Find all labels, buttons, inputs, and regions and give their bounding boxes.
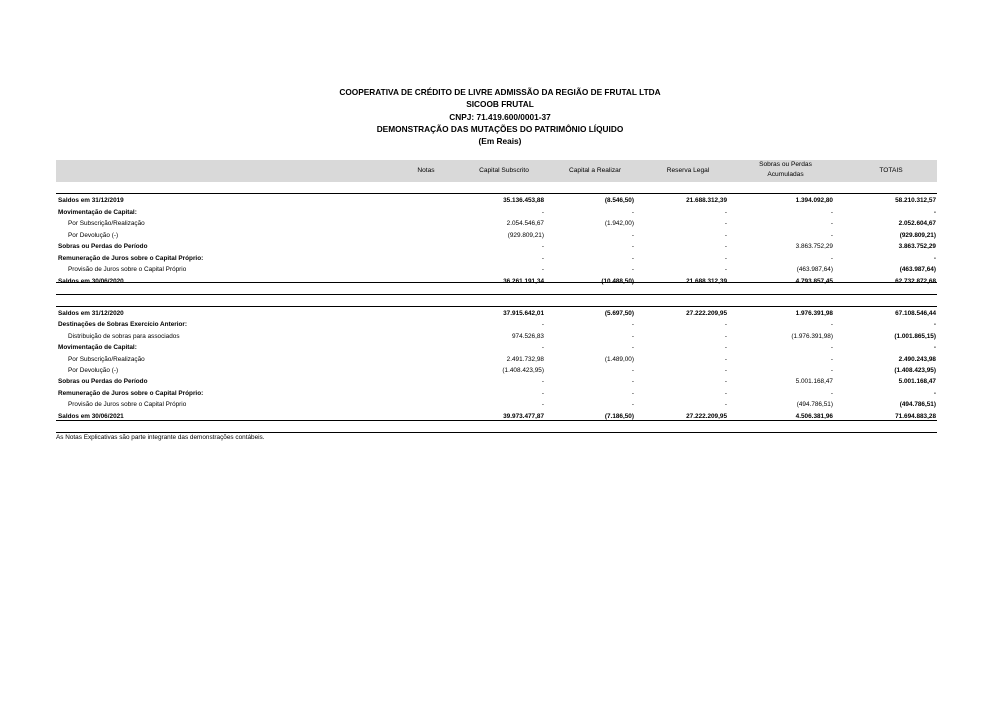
cell-cs: -	[541, 254, 544, 262]
col-sobras-line1: Sobras ou Perdas	[759, 161, 812, 168]
table-row	[56, 331, 937, 343]
cell-rl: -	[724, 266, 727, 273]
cell-sp: 5.001.168,47	[795, 378, 833, 386]
cell-sp: 3.863.752,29	[795, 243, 833, 250]
cell-rl: -	[724, 254, 727, 262]
col-capital-subscrito: Capital Subscrito	[479, 167, 529, 174]
col-capital-a-realizar: Capital a Realizar	[568, 167, 622, 174]
cell-cs: -	[541, 243, 544, 250]
cell-tot: (929.809,21)	[899, 231, 936, 239]
row-label: Provisão de Juros sobre o Capital Próprio	[68, 401, 187, 409]
cell-cr: -	[631, 243, 634, 250]
cell-cr: -	[631, 231, 634, 239]
cell-cs: (1.408.423,95)	[502, 367, 544, 374]
cnpj: CNPJ: 71.419.600/0001-37	[449, 111, 551, 122]
cell-tot: 62.732.872,68	[895, 277, 936, 285]
cell-tot: 71.694.883,28	[895, 412, 936, 420]
cell-sp: (1.976.391,98)	[791, 332, 833, 340]
row-label: Por Subscrição/Realização	[68, 355, 145, 363]
cooperative-short-name: SICOOB FRUTAL	[466, 99, 534, 110]
row-label: Movimentação de Capital:	[58, 344, 137, 352]
table-row	[56, 241, 937, 253]
cell-cs: 39.973.477,87	[503, 412, 544, 420]
table-row	[56, 376, 937, 388]
cell-cs: -	[541, 208, 544, 216]
cell-rl: -	[724, 208, 727, 216]
cell-tot: -	[933, 254, 936, 262]
cell-tot: 5.001.168,47	[898, 378, 936, 386]
cell-tot: -	[933, 208, 936, 216]
row-label: Distribuição de sobras para associados	[68, 332, 180, 340]
section2-top-rule	[56, 306, 937, 307]
cell-cs: 35.136.453,88	[503, 197, 544, 204]
cell-tot: 58.210.312,57	[895, 197, 936, 204]
table-row	[56, 399, 937, 411]
cell-tot: 3.863.752,29	[898, 243, 936, 250]
table-row	[56, 388, 937, 400]
cell-rl: -	[724, 355, 727, 363]
cooperative-name: COOPERATIVA DE CRÉDITO DE LIVRE ADMISSÃO DA REGIÃO DE FRUTAL LTDA	[339, 87, 661, 97]
row-label: Provisão de Juros sobre o Capital Próprio	[68, 266, 187, 273]
table-row	[56, 342, 937, 354]
cell-sp: -	[830, 355, 833, 363]
table-row	[56, 308, 937, 320]
table-row	[56, 264, 937, 276]
cell-cs: -	[541, 266, 544, 273]
cell-rl: 27.222.209,95	[686, 310, 727, 317]
cell-tot: -	[933, 344, 936, 352]
table-row	[56, 365, 937, 377]
cell-sp: -	[830, 220, 833, 227]
cell-cr: (1.489,00)	[604, 355, 634, 363]
cell-rl: -	[724, 243, 727, 250]
cell-cs: 36.261.191,34	[503, 277, 544, 285]
cell-cr: -	[631, 378, 634, 386]
cell-sp: 1.394.092,80	[795, 197, 833, 204]
table-row	[56, 354, 937, 366]
row-label: Movimentação de Capital:	[58, 208, 137, 216]
cell-sp: (494.786,51)	[796, 401, 833, 409]
cell-cs: (929.809,21)	[507, 231, 544, 239]
cell-rl: -	[724, 401, 727, 409]
row-label: Remuneração de Juros sobre o Capital Próprio:	[58, 254, 204, 262]
cell-cs: -	[541, 344, 544, 352]
row-label: Por Devolução (-)	[68, 231, 119, 239]
cell-tot: 67.108.546,44	[895, 310, 936, 317]
row-label: Saldos em 31/12/2019	[58, 197, 124, 204]
cell-rl: -	[724, 220, 727, 227]
cell-tot: -	[933, 389, 936, 397]
cell-sp: -	[830, 389, 833, 397]
cell-rl: -	[724, 321, 727, 329]
cell-sp: -	[830, 231, 833, 239]
cell-sp: (463.987,64)	[796, 266, 833, 273]
col-sobras-line2: Acumuladas	[767, 171, 804, 178]
cell-cs: 974.526,83	[512, 332, 544, 340]
cell-tot: (494.786,51)	[899, 401, 936, 409]
cell-tot: 2.490.243,98	[898, 355, 936, 363]
cell-rl: -	[724, 378, 727, 386]
cell-sp: -	[830, 344, 833, 352]
cell-rl: 27.222.209,95	[686, 412, 727, 420]
cell-rl: 21.688.312,39	[686, 197, 727, 204]
row-label: Destinações de Sobras Exercício Anterior:	[58, 321, 188, 329]
report-header	[0, 86, 1000, 147]
column-header-bar	[56, 160, 937, 182]
cell-cs: -	[541, 401, 544, 409]
cell-tot: (1.408.423,95)	[894, 367, 936, 374]
row-label: Saldos em 30/06/2020	[58, 277, 124, 285]
cell-cr: (5.697,50)	[604, 310, 634, 317]
cell-cr: -	[631, 332, 634, 340]
row-label: Remuneração de Juros sobre o Capital Próprio:	[58, 389, 204, 397]
section1-bottom-rule	[56, 294, 937, 295]
footnote: As Notas Explicativas são parte integrante das demonstrações contábeis.	[56, 434, 265, 441]
table-row	[56, 276, 937, 288]
col-sobras-perdas	[738, 160, 833, 180]
table-row	[56, 230, 937, 242]
cell-cr: -	[631, 321, 634, 329]
currency-note: (Em Reais)	[478, 136, 522, 147]
table-row	[56, 319, 937, 331]
cell-rl: -	[724, 344, 727, 352]
cell-sp: -	[830, 254, 833, 262]
cell-cs: -	[541, 378, 544, 386]
cell-tot: (463.987,64)	[899, 266, 936, 273]
cell-cs: -	[541, 389, 544, 397]
cell-sp: -	[830, 208, 833, 216]
report-title: DEMONSTRAÇÃO DAS MUTAÇÕES DO PATRIMÔNIO LÍQUIDO	[376, 123, 624, 134]
cell-tot: 2.052.604,67	[898, 220, 936, 227]
row-label: Saldos em 31/12/2020	[58, 310, 124, 317]
cell-cr: -	[631, 254, 634, 262]
row-label: Por Devolução (-)	[68, 367, 119, 374]
col-reserva-legal: Reserva Legal	[666, 167, 710, 174]
cell-cs: -	[541, 321, 544, 329]
cell-sp: 4.793.857,45	[795, 277, 833, 285]
cell-cr: (10.488,50)	[601, 277, 634, 285]
cell-cs: 2.054.546,67	[506, 220, 544, 227]
table-row	[56, 218, 937, 230]
cell-cr: -	[631, 367, 634, 374]
cell-rl: -	[724, 367, 727, 374]
cell-cs: 2.491.732,98	[506, 355, 544, 363]
row-label: Sobras ou Perdas do Período	[58, 378, 148, 386]
section2-bottom-rule	[56, 432, 937, 433]
cell-sp: 4.506.381,96	[795, 412, 833, 420]
cell-cr: -	[631, 389, 634, 397]
table-row	[56, 253, 937, 265]
row-label: Por Subscrição/Realização	[68, 220, 145, 227]
cell-cr: -	[631, 208, 634, 216]
row-label: Sobras ou Perdas do Período	[58, 243, 148, 250]
table-row	[56, 207, 937, 219]
col-totais: TOTAIS	[879, 167, 903, 174]
cell-cr: -	[631, 401, 634, 409]
cell-cs: 37.915.642,01	[503, 310, 544, 317]
table-row	[56, 195, 937, 207]
cell-rl: -	[724, 389, 727, 397]
cell-cr: (8.546,50)	[604, 197, 634, 204]
table-row	[56, 411, 937, 423]
cell-tot: -	[933, 321, 936, 329]
cell-rl: -	[724, 231, 727, 239]
cell-tot: (1.001.865,15)	[894, 332, 936, 340]
cell-cr: (1.942,00)	[604, 220, 634, 227]
cell-sp: -	[830, 321, 833, 329]
cell-sp: 1.976.391,98	[795, 310, 833, 317]
section1-top-rule	[56, 193, 937, 194]
cell-cr: -	[631, 266, 634, 273]
cell-cr: (7.186,50)	[604, 412, 634, 420]
cell-rl: 21.688.312,39	[686, 277, 727, 285]
col-notas: Notas	[417, 167, 435, 174]
cell-sp: -	[830, 367, 833, 374]
cell-cr: -	[631, 344, 634, 352]
row-label: Saldos em 30/06/2021	[58, 412, 124, 420]
cell-rl: -	[724, 332, 727, 340]
